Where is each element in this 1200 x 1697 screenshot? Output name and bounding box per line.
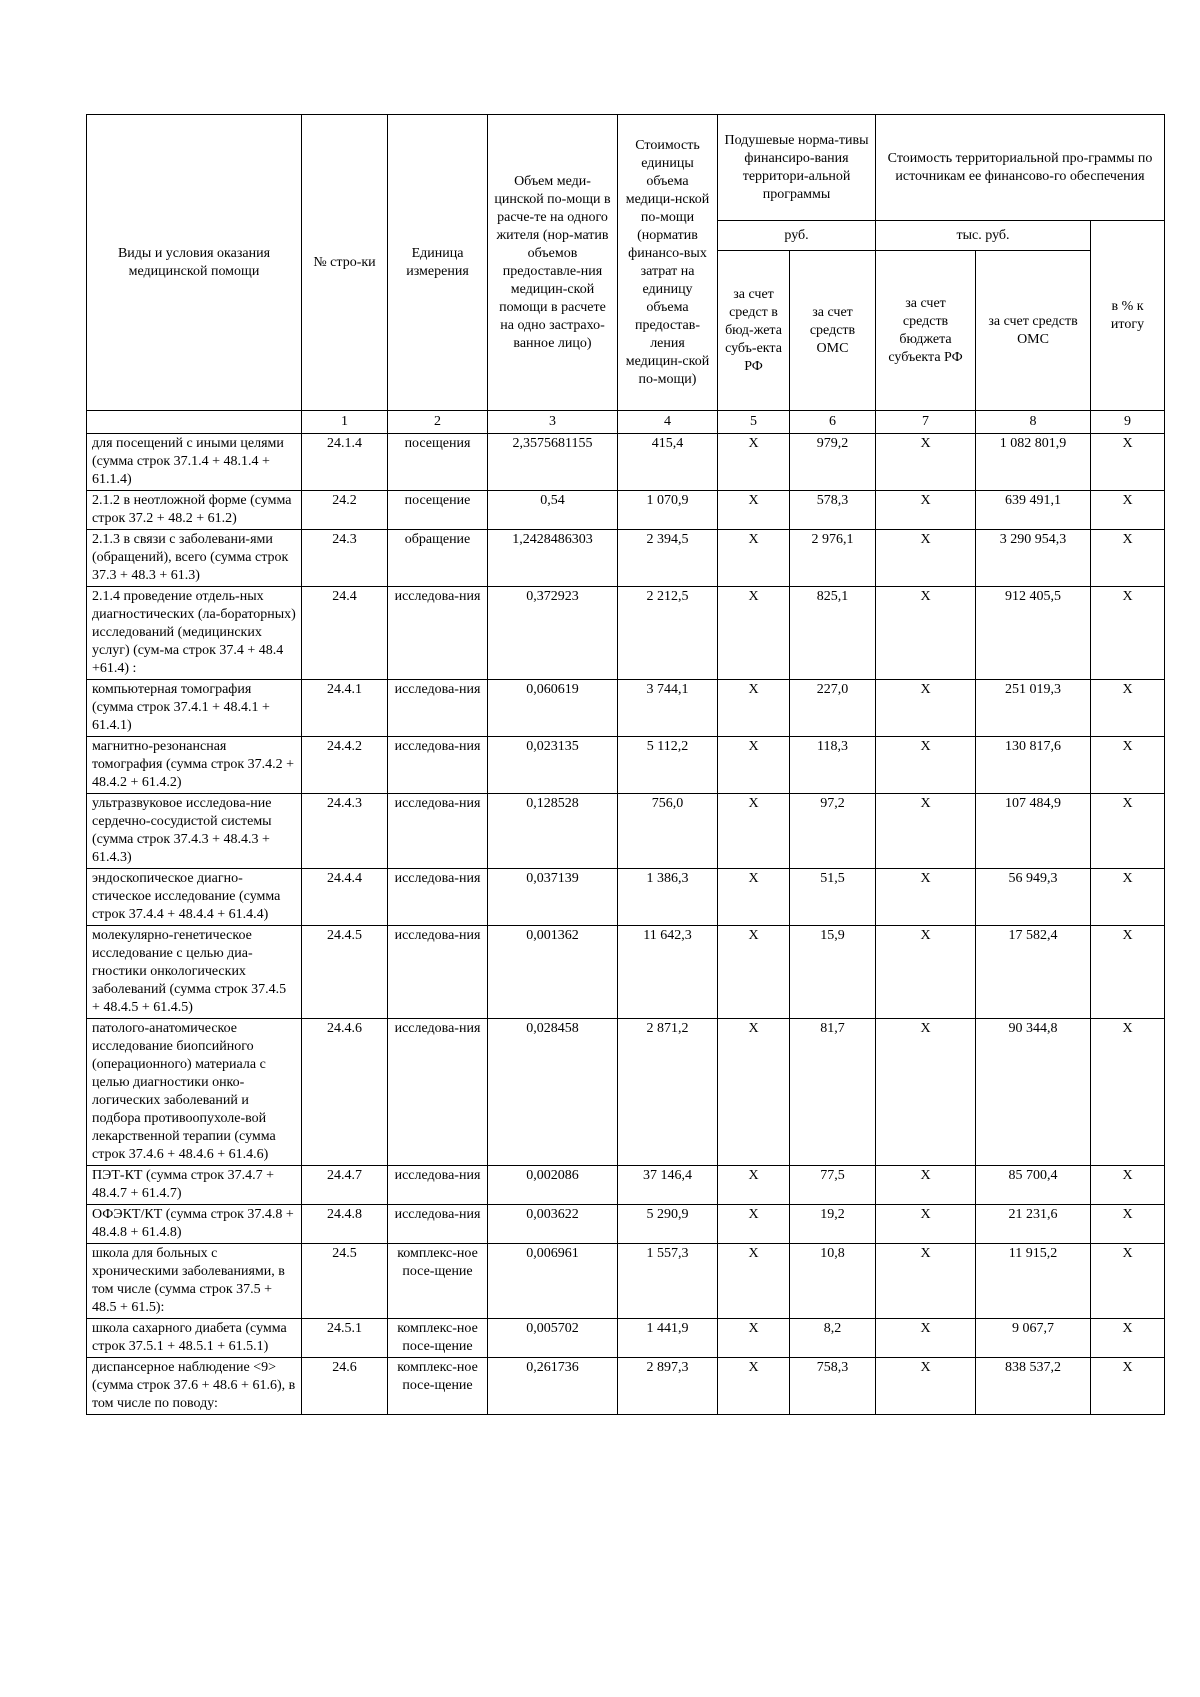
row-cost: 2 871,2 — [618, 1019, 718, 1166]
row-budget: X — [718, 1319, 790, 1358]
row-unit: исследова-ния — [388, 1019, 488, 1166]
table-row — [87, 737, 1165, 794]
column-number: 9 — [1091, 411, 1165, 434]
row-oms-total: 130 817,6 — [976, 737, 1091, 794]
header-unit: Единица измерения — [388, 115, 488, 411]
row-oms-total: 21 231,6 — [976, 1205, 1091, 1244]
row-budget-total: X — [876, 1205, 976, 1244]
column-number: 1 — [302, 411, 388, 434]
row-volume: 0,023135 — [488, 737, 618, 794]
row-percent: X — [1091, 794, 1165, 869]
row-cost: 11 642,3 — [618, 926, 718, 1019]
row-name: 2.1.4 проведение отдель-ных диагностических (ла-бораторных) исследований (медицинских услуг) (сум-ма строк 37.4 + 48.4 +61.4) : — [87, 587, 302, 680]
row-unit: комплекс-ное посе-щение — [388, 1244, 488, 1319]
header-kind: Виды и условия оказания медицинской помощи — [87, 115, 302, 411]
row-volume: 0,001362 — [488, 926, 618, 1019]
row-oms: 227,0 — [790, 680, 876, 737]
table-row — [87, 530, 1165, 587]
row-oms: 979,2 — [790, 434, 876, 491]
row-unit: исследова-ния — [388, 737, 488, 794]
row-name: школа сахарного диабета (сумма строк 37.5.1 + 48.5.1 + 61.5.1) — [87, 1319, 302, 1358]
row-budget: X — [718, 1205, 790, 1244]
header-oms: за счет средств ОМС — [790, 251, 876, 411]
header-percent: в % к итогу — [1091, 221, 1165, 411]
row-percent: X — [1091, 1358, 1165, 1415]
row-cost: 1 441,9 — [618, 1319, 718, 1358]
table-row — [87, 680, 1165, 737]
row-oms-total: 56 949,3 — [976, 869, 1091, 926]
table-row — [87, 1205, 1165, 1244]
row-oms: 19,2 — [790, 1205, 876, 1244]
row-name: 2.1.2 в неотложной форме (сумма строк 37.2 + 48.2 + 61.2) — [87, 491, 302, 530]
row-percent: X — [1091, 680, 1165, 737]
header-rub: руб. — [718, 221, 876, 251]
column-number: 5 — [718, 411, 790, 434]
row-volume: 0,005702 — [488, 1319, 618, 1358]
row-budget-total: X — [876, 434, 976, 491]
row-name: молекулярно-генетическое исследование с целью диа-гностики онкологических заболеваний (сумма строк 37.4.5 + 48.4.5 + 61.4.5) — [87, 926, 302, 1019]
row-percent: X — [1091, 1319, 1165, 1358]
row-oms: 118,3 — [790, 737, 876, 794]
row-cost: 37 146,4 — [618, 1166, 718, 1205]
table-row — [87, 587, 1165, 680]
row-oms-total: 912 405,5 — [976, 587, 1091, 680]
document-page — [86, 114, 1164, 1415]
row-percent: X — [1091, 869, 1165, 926]
row-budget-total: X — [876, 737, 976, 794]
row-oms-total: 17 582,4 — [976, 926, 1091, 1019]
table-row — [87, 794, 1165, 869]
header-oms-total: за счет средств ОМС — [976, 251, 1091, 411]
row-unit: исследова-ния — [388, 1166, 488, 1205]
row-oms-total: 11 915,2 — [976, 1244, 1091, 1319]
row-percent: X — [1091, 587, 1165, 680]
row-number: 24.2 — [302, 491, 388, 530]
row-name: эндоскопическое диагно-стическое исследование (сумма строк 37.4.4 + 48.4.4 + 61.4.4) — [87, 869, 302, 926]
row-volume: 0,006961 — [488, 1244, 618, 1319]
row-volume: 0,128528 — [488, 794, 618, 869]
row-budget: X — [718, 491, 790, 530]
row-cost: 2 212,5 — [618, 587, 718, 680]
table-row — [87, 1244, 1165, 1319]
row-unit: комплекс-ное посе-щение — [388, 1319, 488, 1358]
row-number: 24.4.5 — [302, 926, 388, 1019]
row-unit: комплекс-ное посе-щение — [388, 1358, 488, 1415]
row-cost: 415,4 — [618, 434, 718, 491]
row-name: диспансерное наблюдение <9> (сумма строк 37.6 + 48.6 + 61.6), в том числе по поводу: — [87, 1358, 302, 1415]
row-cost: 2 897,3 — [618, 1358, 718, 1415]
financing-table — [86, 114, 1165, 1415]
row-cost: 1 070,9 — [618, 491, 718, 530]
row-number: 24.6 — [302, 1358, 388, 1415]
row-oms: 8,2 — [790, 1319, 876, 1358]
row-name: компьютерная томография (сумма строк 37.4.1 + 48.4.1 + 61.4.1) — [87, 680, 302, 737]
row-oms: 758,3 — [790, 1358, 876, 1415]
row-unit: исследова-ния — [388, 794, 488, 869]
row-name: ПЭТ-КТ (сумма строк 37.4.7 + 48.4.7 + 61.4.7) — [87, 1166, 302, 1205]
row-budget: X — [718, 1019, 790, 1166]
row-unit: исследова-ния — [388, 926, 488, 1019]
row-oms-total: 85 700,4 — [976, 1166, 1091, 1205]
row-oms: 2 976,1 — [790, 530, 876, 587]
row-volume: 0,037139 — [488, 869, 618, 926]
row-oms: 825,1 — [790, 587, 876, 680]
header-cost: Стоимость единицы объема медици-нской по-мощи (норматив финансо-вых затрат на единицу объема предостав-ления медицин-ской по-мощи) — [618, 115, 718, 411]
row-volume: 0,261736 — [488, 1358, 618, 1415]
row-volume: 0,028458 — [488, 1019, 618, 1166]
row-number: 24.4.6 — [302, 1019, 388, 1166]
row-percent: X — [1091, 1019, 1165, 1166]
row-budget-total: X — [876, 869, 976, 926]
row-unit: посещение — [388, 491, 488, 530]
row-budget: X — [718, 869, 790, 926]
row-percent: X — [1091, 1166, 1165, 1205]
row-cost: 1 557,3 — [618, 1244, 718, 1319]
row-budget: X — [718, 530, 790, 587]
row-volume: 0,002086 — [488, 1166, 618, 1205]
column-number: 2 — [388, 411, 488, 434]
row-volume: 0,54 — [488, 491, 618, 530]
row-budget-total: X — [876, 1166, 976, 1205]
row-percent: X — [1091, 530, 1165, 587]
column-number: 7 — [876, 411, 976, 434]
row-name: школа для больных с хроническими заболеваниями, в том числе (сумма строк 37.5 + 48.5 + 61.5): — [87, 1244, 302, 1319]
row-name: патолого-анатомическое исследование биопсийного (операционного) материала с целью диагностики онко-логических заболеваний и подбора противоопухоле-вой лекарственной терапии (сумма строк 37.4.6 + 48.4.6 + 61.4.6) — [87, 1019, 302, 1166]
row-budget-total: X — [876, 1244, 976, 1319]
row-budget-total: X — [876, 1319, 976, 1358]
row-percent: X — [1091, 1244, 1165, 1319]
row-budget: X — [718, 434, 790, 491]
table-row — [87, 434, 1165, 491]
row-volume: 0,060619 — [488, 680, 618, 737]
row-number: 24.5 — [302, 1244, 388, 1319]
row-percent: X — [1091, 434, 1165, 491]
row-percent: X — [1091, 1205, 1165, 1244]
row-number: 24.1.4 — [302, 434, 388, 491]
row-number: 24.4.2 — [302, 737, 388, 794]
header-thousand-rub: тыс. руб. — [876, 221, 1091, 251]
column-number: 3 — [488, 411, 618, 434]
row-unit: исследова-ния — [388, 587, 488, 680]
row-number: 24.3 — [302, 530, 388, 587]
row-percent: X — [1091, 926, 1165, 1019]
row-percent: X — [1091, 737, 1165, 794]
column-number — [87, 411, 302, 434]
table-row — [87, 1319, 1165, 1358]
row-oms-total: 107 484,9 — [976, 794, 1091, 869]
row-oms: 51,5 — [790, 869, 876, 926]
row-budget: X — [718, 1358, 790, 1415]
row-cost: 3 744,1 — [618, 680, 718, 737]
row-oms: 81,7 — [790, 1019, 876, 1166]
row-budget: X — [718, 737, 790, 794]
row-unit: исследова-ния — [388, 680, 488, 737]
row-oms: 97,2 — [790, 794, 876, 869]
header-per-capita: Подушевые норма-тивы финансиро-вания территори-альной программы — [718, 115, 876, 221]
row-oms: 578,3 — [790, 491, 876, 530]
row-budget: X — [718, 587, 790, 680]
row-budget-total: X — [876, 794, 976, 869]
row-oms-total: 1 082 801,9 — [976, 434, 1091, 491]
row-budget-total: X — [876, 1019, 976, 1166]
header-row-no: № стро-ки — [302, 115, 388, 411]
row-budget: X — [718, 794, 790, 869]
row-oms: 15,9 — [790, 926, 876, 1019]
row-oms: 77,5 — [790, 1166, 876, 1205]
column-number: 4 — [618, 411, 718, 434]
header-volume: Объем меди-цинской по-мощи в расче-те на одного жителя (нор-матив объемов предоставле-ния медицин-ской помощи в расчете на одно застрахо-ванное лицо) — [488, 115, 618, 411]
table-header — [87, 115, 1165, 434]
row-name: для посещений с иными целями (сумма строк 37.1.4 + 48.1.4 + 61.1.4) — [87, 434, 302, 491]
row-unit: исследова-ния — [388, 1205, 488, 1244]
header-budget-rf-total: за счет средств бюджета субъекта РФ — [876, 251, 976, 411]
row-name: магнитно-резонансная томография (сумма строк 37.4.2 + 48.4.2 + 61.4.2) — [87, 737, 302, 794]
row-budget-total: X — [876, 587, 976, 680]
row-budget: X — [718, 1244, 790, 1319]
row-budget: X — [718, 680, 790, 737]
row-percent: X — [1091, 491, 1165, 530]
table-row — [87, 869, 1165, 926]
row-oms-total: 251 019,3 — [976, 680, 1091, 737]
row-budget: X — [718, 926, 790, 1019]
row-oms-total: 838 537,2 — [976, 1358, 1091, 1415]
row-name: ультразвуковое исследова-ние сердечно-сосудистой системы (сумма строк 37.4.3 + 48.4.3 + 61.4.3) — [87, 794, 302, 869]
row-name: ОФЭКТ/КТ (сумма строк 37.4.8 + 48.4.8 + 61.4.8) — [87, 1205, 302, 1244]
row-budget-total: X — [876, 530, 976, 587]
table-row — [87, 1019, 1165, 1166]
header-budget-rf: за счет средст в бюд-жета субъ-екта РФ — [718, 251, 790, 411]
row-number: 24.4.7 — [302, 1166, 388, 1205]
row-budget-total: X — [876, 926, 976, 1019]
header-total-cost: Стоимость территориальной про-граммы по источникам ее финансово-го обеспечения — [876, 115, 1165, 221]
row-number: 24.4.1 — [302, 680, 388, 737]
row-budget-total: X — [876, 1358, 976, 1415]
table-row — [87, 1166, 1165, 1205]
row-unit: посещения — [388, 434, 488, 491]
column-number: 8 — [976, 411, 1091, 434]
row-volume: 2,3575681155 — [488, 434, 618, 491]
row-cost: 2 394,5 — [618, 530, 718, 587]
row-oms-total: 3 290 954,3 — [976, 530, 1091, 587]
table-row — [87, 491, 1165, 530]
row-cost: 756,0 — [618, 794, 718, 869]
row-budget: X — [718, 1166, 790, 1205]
row-number: 24.5.1 — [302, 1319, 388, 1358]
row-oms-total: 9 067,7 — [976, 1319, 1091, 1358]
row-number: 24.4 — [302, 587, 388, 680]
table-row — [87, 1358, 1165, 1415]
row-unit: исследова-ния — [388, 869, 488, 926]
row-cost: 1 386,3 — [618, 869, 718, 926]
row-budget-total: X — [876, 680, 976, 737]
row-volume: 1,2428486303 — [488, 530, 618, 587]
column-number-row — [87, 411, 1165, 434]
row-number: 24.4.8 — [302, 1205, 388, 1244]
row-volume: 0,372923 — [488, 587, 618, 680]
row-number: 24.4.3 — [302, 794, 388, 869]
row-oms-total: 90 344,8 — [976, 1019, 1091, 1166]
row-cost: 5 112,2 — [618, 737, 718, 794]
table-body — [87, 434, 1165, 1415]
row-oms-total: 639 491,1 — [976, 491, 1091, 530]
row-oms: 10,8 — [790, 1244, 876, 1319]
row-name: 2.1.3 в связи с заболевани-ями (обращений), всего (сумма строк 37.3 + 48.3 + 61.3) — [87, 530, 302, 587]
column-number: 6 — [790, 411, 876, 434]
row-budget-total: X — [876, 491, 976, 530]
row-unit: обращение — [388, 530, 488, 587]
row-volume: 0,003622 — [488, 1205, 618, 1244]
row-number: 24.4.4 — [302, 869, 388, 926]
row-cost: 5 290,9 — [618, 1205, 718, 1244]
table-row — [87, 926, 1165, 1019]
